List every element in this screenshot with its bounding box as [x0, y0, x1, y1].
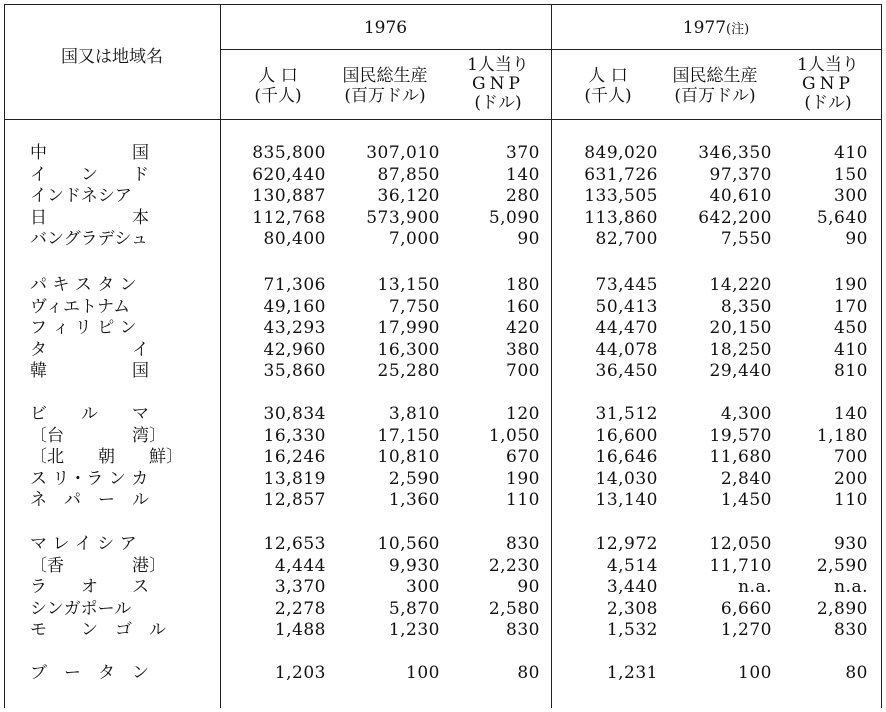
- per-capita-label: 1人当り: [797, 55, 859, 75]
- value-pc76: 5,090: [488, 207, 540, 228]
- value-gnp77: 18,250: [709, 339, 772, 360]
- header-population-1976: [228, 66, 328, 106]
- value-pop76: 35,860: [263, 361, 326, 382]
- country-name: フ ィ リ ピ ン: [30, 318, 137, 339]
- header-gnp-1977: [656, 66, 774, 106]
- value-pop76: 620,440: [252, 164, 326, 185]
- header-bottom-rule: [4, 119, 882, 120]
- value-pc76: 280: [506, 186, 540, 207]
- per-capita-unit: (ドル): [804, 93, 852, 113]
- value-pop77: 133,505: [584, 186, 658, 207]
- country-name: モ ン ゴ ル: [30, 620, 166, 641]
- value-gnp76: 2,590: [388, 468, 440, 489]
- column-header-name: 国又は地域名: [61, 47, 163, 67]
- value-gnp76: 17,990: [377, 318, 440, 339]
- country-name: シンガポール: [30, 598, 132, 619]
- value-pc76: 160: [506, 296, 540, 317]
- value-pop76: 835,800: [252, 143, 326, 163]
- gnp-unit: (百万ドル): [344, 86, 426, 106]
- value-gnp77: 2,840: [720, 468, 772, 489]
- per-capita-gnp: GNP: [802, 74, 854, 94]
- value-pc77: 140: [834, 404, 868, 424]
- value-pop77: 113,860: [584, 207, 658, 228]
- value-gnp77: 14,220: [709, 275, 772, 295]
- value-gnp76: 36,120: [377, 186, 440, 207]
- value-pc76: 2,230: [488, 555, 540, 576]
- value-pop77: 82,700: [595, 229, 658, 250]
- population-unit: (千人): [254, 86, 302, 106]
- value-pop76: 16,246: [263, 447, 326, 468]
- country-name: ス リ・ラ ン カ: [30, 468, 149, 489]
- value-gnp76: 87,850: [377, 164, 440, 185]
- value-pop77: 3,440: [606, 577, 658, 598]
- value-gnp77: 19,570: [709, 425, 772, 446]
- value-gnp77: 100: [738, 663, 772, 683]
- value-pc76: 700: [506, 361, 540, 382]
- value-pop76: 1,488: [274, 620, 326, 641]
- value-gnp76: 25,280: [377, 361, 440, 382]
- year-1977-note: (注): [726, 22, 750, 37]
- country-name: バングラデシュ: [30, 229, 148, 250]
- per-capita-unit: (ドル): [474, 93, 522, 113]
- value-gnp77: 11,680: [709, 447, 772, 468]
- value-pop77: 50,413: [595, 296, 658, 317]
- value-pc77: 2,590: [816, 555, 868, 576]
- country-name: ブ ー タ ン: [30, 663, 149, 683]
- left-border: [4, 4, 5, 708]
- value-pop77: 2,308: [606, 598, 658, 619]
- gnp-label: 国民総生産: [672, 66, 758, 86]
- country-name: ラ オ ス: [30, 577, 149, 598]
- value-pop76: 80,400: [263, 229, 326, 250]
- header-gnp-1976: [326, 66, 444, 106]
- value-gnp76: 300: [406, 577, 440, 598]
- population-unit: (千人): [584, 86, 632, 106]
- value-pc76: 190: [506, 468, 540, 489]
- country-name: パ キ ス タ ン: [30, 275, 137, 295]
- year-1977-header: [551, 18, 881, 40]
- value-pop76: 112,768: [252, 207, 326, 228]
- value-pc77: n.a.: [834, 577, 868, 598]
- name-column-divider: [220, 4, 221, 708]
- value-pc76: 420: [506, 318, 540, 339]
- value-pc76: 140: [506, 164, 540, 185]
- value-pc76: 830: [506, 534, 540, 554]
- value-pop76: 1,203: [274, 663, 326, 683]
- value-gnp76: 13,150: [377, 275, 440, 295]
- value-gnp76: 307,010: [366, 143, 440, 163]
- value-gnp76: 573,900: [366, 207, 440, 228]
- header-per-capita-1977: [776, 56, 880, 113]
- value-pop77: 16,600: [595, 425, 658, 446]
- value-pop76: 49,160: [263, 296, 326, 317]
- value-gnp76: 1,360: [388, 490, 440, 511]
- value-pc77: 2,890: [816, 598, 868, 619]
- country-name: 〔台 湾〕: [30, 425, 166, 446]
- value-pc76: 180: [506, 275, 540, 295]
- value-pc77: 190: [834, 275, 868, 295]
- value-gnp77: 1,270: [720, 620, 772, 641]
- value-pc77: 80: [845, 663, 868, 683]
- value-gnp76: 10,810: [377, 447, 440, 468]
- value-pc77: 930: [834, 534, 868, 554]
- value-gnp76: 3,810: [388, 404, 440, 424]
- value-pop76: 12,857: [263, 490, 326, 511]
- value-pc76: 370: [506, 143, 540, 163]
- value-gnp77: 7,550: [720, 229, 772, 250]
- value-pc76: 80: [517, 663, 540, 683]
- gnp-unit: (百万ドル): [674, 86, 756, 106]
- value-pc77: 300: [834, 186, 868, 207]
- value-pc76: 830: [506, 620, 540, 641]
- value-gnp77: n.a.: [738, 577, 772, 598]
- value-pc76: 90: [517, 229, 540, 250]
- value-pc76: 110: [506, 490, 540, 511]
- country-name: タ イ: [30, 339, 149, 360]
- value-gnp76: 7,000: [388, 229, 440, 250]
- value-pop77: 44,078: [595, 339, 658, 360]
- value-pc76: 670: [506, 447, 540, 468]
- value-gnp77: 12,050: [709, 534, 772, 554]
- population-label: 人 口: [588, 66, 628, 86]
- value-pop77: 16,646: [595, 447, 658, 468]
- value-gnp76: 16,300: [377, 339, 440, 360]
- country-name: 〔北 朝 鮮〕: [30, 447, 183, 468]
- value-pc77: 810: [834, 361, 868, 382]
- value-pc77: 1,180: [816, 425, 868, 446]
- value-pop77: 13,140: [595, 490, 658, 511]
- value-pop77: 44,470: [595, 318, 658, 339]
- value-pop77: 36,450: [595, 361, 658, 382]
- value-gnp76: 9,930: [388, 555, 440, 576]
- country-name: マ レ イ シ ア: [30, 534, 137, 554]
- value-gnp76: 17,150: [377, 425, 440, 446]
- country-name: インドネシア: [30, 186, 132, 207]
- value-pc77: 450: [834, 318, 868, 339]
- value-gnp76: 10,560: [377, 534, 440, 554]
- value-pc76: 90: [517, 577, 540, 598]
- country-name: 日 本: [30, 207, 149, 228]
- country-name: ネ パ ー ル: [30, 490, 149, 511]
- population-label: 人 口: [258, 66, 298, 86]
- country-name: 韓 国: [30, 361, 149, 382]
- value-pop76: 16,330: [263, 425, 326, 446]
- value-pop76: 13,819: [263, 468, 326, 489]
- country-name: イ ン ド: [30, 164, 149, 185]
- value-gnp77: 20,150: [709, 318, 772, 339]
- year-1977-label: 1977: [682, 18, 727, 38]
- country-name: 〔香 港〕: [30, 555, 166, 576]
- value-pop76: 2,278: [274, 598, 326, 619]
- value-gnp77: 8,350: [720, 296, 772, 317]
- value-pc77: 200: [834, 468, 868, 489]
- gnp-label: 国民総生産: [342, 66, 428, 86]
- value-gnp77: 346,350: [698, 143, 772, 163]
- country-name: ビ ル マ: [30, 404, 149, 424]
- value-pc76: 2,580: [488, 598, 540, 619]
- value-pc77: 410: [834, 339, 868, 360]
- value-pc77: 410: [834, 143, 868, 163]
- value-gnp77: 6,660: [720, 598, 772, 619]
- value-pc77: 830: [834, 620, 868, 641]
- value-pop76: 130,887: [252, 186, 326, 207]
- value-gnp76: 7,750: [388, 296, 440, 317]
- value-pop77: 4,514: [606, 555, 658, 576]
- value-gnp77: 4,300: [720, 404, 772, 424]
- per-capita-label: 1人当り: [467, 55, 529, 75]
- value-pop76: 12,653: [263, 534, 326, 554]
- value-gnp77: 1,450: [720, 490, 772, 511]
- value-gnp77: 11,710: [709, 555, 772, 576]
- value-pc77: 5,640: [816, 207, 868, 228]
- value-gnp77: 97,370: [709, 164, 772, 185]
- value-pop77: 849,020: [584, 143, 658, 163]
- value-pc77: 170: [834, 296, 868, 317]
- value-pop76: 42,960: [263, 339, 326, 360]
- header-per-capita-1976: [448, 56, 548, 113]
- value-pop77: 14,030: [595, 468, 658, 489]
- value-pc76: 1,050: [488, 425, 540, 446]
- value-pop76: 3,370: [274, 577, 326, 598]
- value-pop77: 31,512: [595, 404, 658, 424]
- value-pop76: 43,293: [263, 318, 326, 339]
- value-gnp77: 642,200: [698, 207, 772, 228]
- value-pc77: 90: [845, 229, 868, 250]
- value-pop77: 631,726: [584, 164, 658, 185]
- value-pc77: 150: [834, 164, 868, 185]
- value-pop76: 4,444: [274, 555, 326, 576]
- value-pc77: 700: [834, 447, 868, 468]
- value-gnp76: 5,870: [388, 598, 440, 619]
- value-pc77: 110: [834, 490, 868, 511]
- per-capita-gnp: GNP: [472, 74, 524, 94]
- value-pop77: 12,972: [595, 534, 658, 554]
- country-name: ヴィエトナム: [30, 296, 131, 317]
- value-gnp76: 1,230: [388, 620, 440, 641]
- year-divider: [551, 4, 552, 708]
- right-border: [881, 4, 882, 708]
- top-rule: [4, 4, 882, 5]
- value-pop77: 1,532: [606, 620, 658, 641]
- country-name: 中 国: [30, 143, 149, 163]
- value-pc76: 380: [506, 339, 540, 360]
- year-1976-header: 1976: [363, 18, 408, 38]
- value-gnp76: 100: [406, 663, 440, 683]
- header-population-1977: [558, 66, 658, 106]
- value-gnp77: 40,610: [709, 186, 772, 207]
- value-pop77: 73,445: [595, 275, 658, 295]
- value-pc76: 120: [506, 404, 540, 424]
- value-pop76: 30,834: [263, 404, 326, 424]
- value-pop77: 1,231: [606, 663, 658, 683]
- value-pop76: 71,306: [263, 275, 326, 295]
- value-gnp77: 29,440: [709, 361, 772, 382]
